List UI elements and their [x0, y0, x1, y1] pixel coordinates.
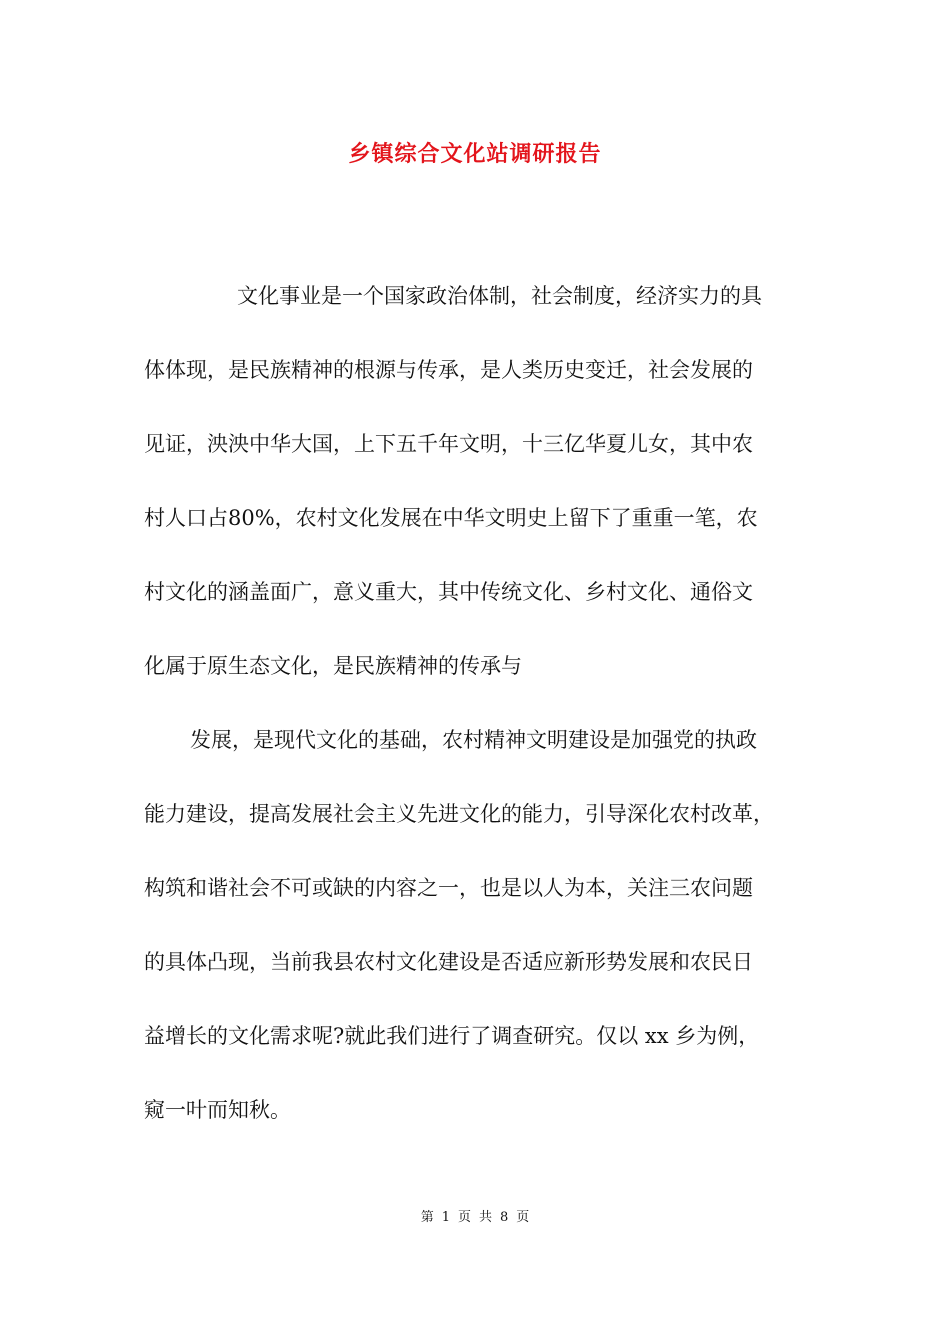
footer-total-pages: 8 [500, 1210, 509, 1225]
paragraph-2-line-4: 的具体凸现，当前我县农村文化建设是否适应新形势发展和农民日 [144, 950, 753, 974]
paragraph-2-line-6: 窥一叶而知秋。 [144, 1098, 291, 1122]
footer-label-page-unit: 页 [457, 1210, 471, 1225]
footer-label-page: 第 [420, 1210, 434, 1225]
paragraph-1-line-3: 见证，泱泱中华大国，上下五千年文明，十三亿华夏儿女，其中农 [144, 432, 753, 456]
footer-label-total-unit: 页 [516, 1210, 530, 1225]
paragraph-2-line-1: 发展，是现代文化的基础，农村精神文明建设是加强党的执政 [190, 728, 757, 752]
paragraph-1-line-1: 文化事业是一个国家政治体制，社会制度，经济实力的具 [237, 284, 762, 308]
paragraph-2-line-2: 能力建设，提高发展社会主义先进文化的能力，引导深化农村改革， [144, 802, 774, 826]
footer-label-total: 共 [479, 1210, 493, 1225]
paragraph-1-line-2: 体体现，是民族精神的根源与传承，是人类历史变迁，社会发展的 [144, 358, 753, 382]
paragraph-1-line-5: 村文化的涵盖面广，意义重大，其中传统文化、乡村文化、通俗文 [144, 580, 753, 604]
document-title: 乡镇综合文化站调研报告 [348, 141, 602, 167]
paragraph-2-line-3: 构筑和谐社会不可或缺的内容之一，也是以人为本，关注三农问题 [144, 876, 753, 900]
footer-current-page: 1 [441, 1210, 450, 1225]
paragraph-2-line-5: 益增长的文化需求呢?就此我们进行了调查研究。仅以 xx 乡为例， [144, 1024, 760, 1048]
page-footer [0, 1208, 950, 1228]
paragraph-1-line-6: 化属于原生态文化，是民族精神的传承与 [144, 654, 522, 678]
paragraph-1-line-4: 村人口占80%，农村文化发展在中华文明史上留下了重重一笔，农 [144, 506, 758, 530]
